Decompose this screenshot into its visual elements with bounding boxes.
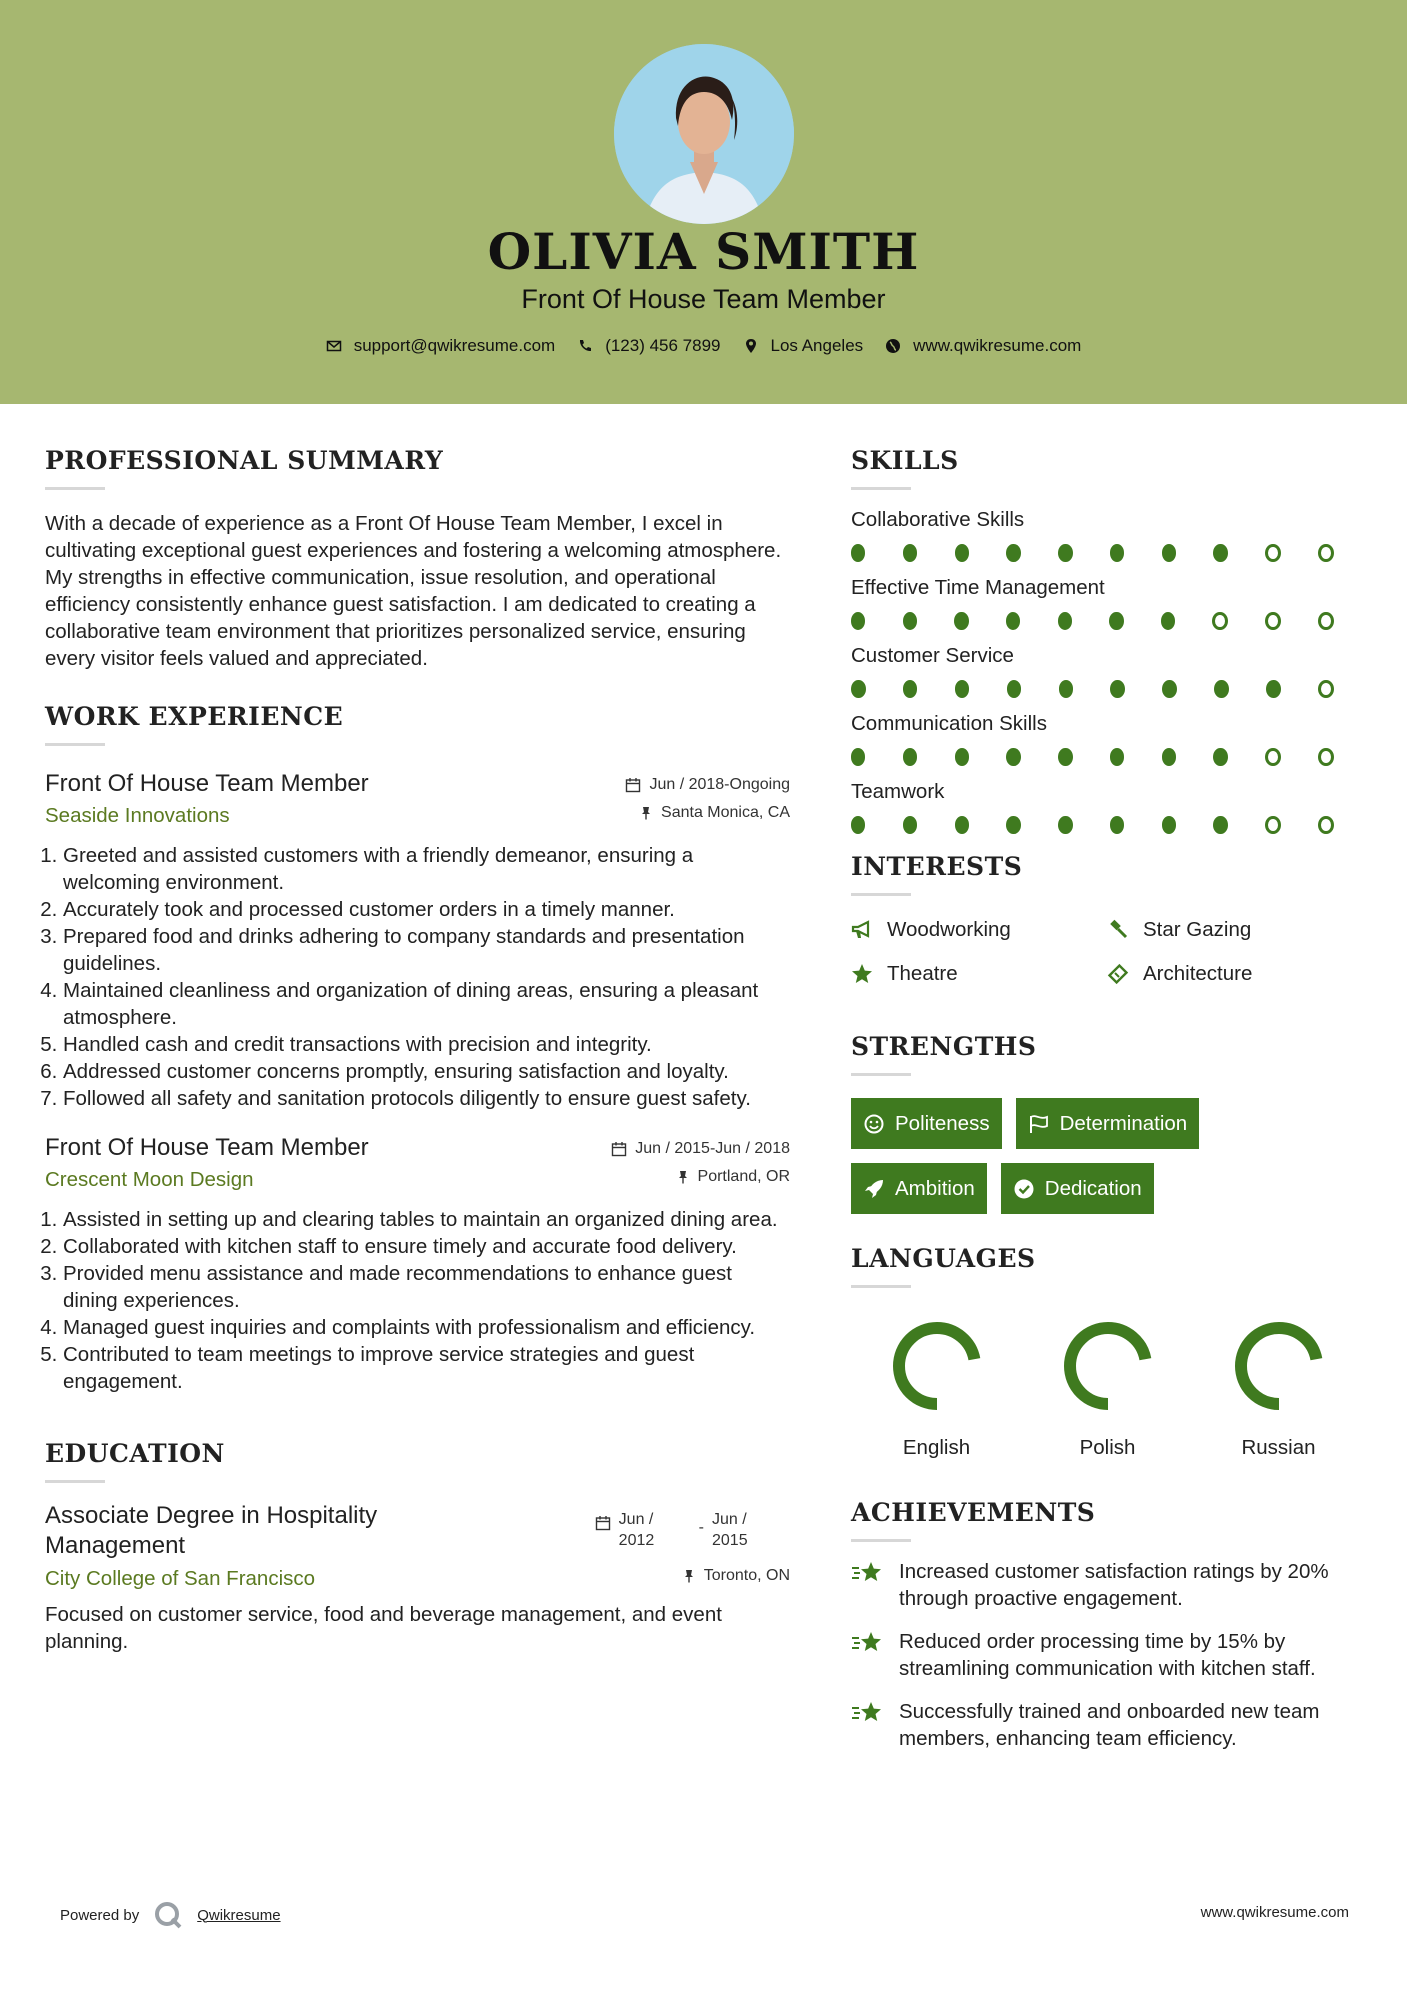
rating-dot-filled xyxy=(1007,680,1022,698)
heading-underline xyxy=(45,1480,105,1483)
rating-dot-empty xyxy=(1265,612,1281,630)
pin-icon xyxy=(676,1170,690,1184)
rating-dot-filled xyxy=(954,612,968,630)
rating-dot-filled xyxy=(1059,680,1074,698)
language-name: English xyxy=(902,1436,971,1459)
skill-item xyxy=(851,508,1371,562)
rating-dot-filled xyxy=(1162,748,1176,766)
job-entry xyxy=(45,770,790,1112)
skill-item xyxy=(851,712,1371,766)
achievements-heading: ACHIEVEMENTS xyxy=(851,1498,1096,1527)
profile-photo-illustration xyxy=(614,44,794,224)
contact-website[interactable] xyxy=(885,336,1081,356)
job-dates xyxy=(611,1140,790,1158)
summary-section xyxy=(45,446,790,672)
job-dates-text: Jun / 2015-Jun / 2018 xyxy=(635,1140,790,1157)
brand-link[interactable]: Qwikresume xyxy=(197,1906,281,1924)
skill-rating xyxy=(851,612,1371,630)
rating-dot-filled xyxy=(955,748,969,766)
languages-list xyxy=(851,1316,1371,1460)
ticket-icon xyxy=(1107,963,1129,985)
contact-location xyxy=(743,336,864,356)
resume-header xyxy=(0,0,1407,404)
calendar-icon xyxy=(611,1141,627,1157)
profile-photo xyxy=(614,44,794,224)
language-level-arc xyxy=(1241,1328,1317,1404)
rating-dot-filled xyxy=(1058,748,1072,766)
globe-icon xyxy=(885,338,901,354)
rating-dot-filled xyxy=(1006,612,1020,630)
rating-dot-filled xyxy=(955,816,969,834)
rating-dot-filled xyxy=(1058,544,1072,562)
job-dates-text: Jun / 2018-Ongoing xyxy=(649,776,790,793)
achievement-star-icon xyxy=(851,1630,885,1656)
rating-dot-filled xyxy=(955,680,970,698)
duties-list xyxy=(45,1206,790,1395)
rating-dot-empty xyxy=(1265,816,1281,834)
rating-dot-filled xyxy=(903,544,917,562)
heading-underline xyxy=(851,893,911,896)
languages-section xyxy=(851,1244,1371,1460)
skills-section xyxy=(851,446,1371,834)
achievement-item xyxy=(851,1698,1371,1752)
summary-text: With a decade of experience as a Front Of House Team Member, I excel in cultivating exceptional guest experiences and fostering a welcoming atmosphere. My strengths in effective communication, issue resolution, and operational efficiency consistently enhance guest satisfaction. I am dedicated to creating a collaborative team environment that prioritizes personalized service, ensuring every visitor feels valued and appreciated. xyxy=(45,512,782,670)
list-item: 5. Contributed to team meetings to improve service strategies and guest engagement. xyxy=(63,1341,790,1395)
list-item: 3. Prepared food and drinks adhering to company standards and presentation guidelines. xyxy=(63,923,790,977)
language-item xyxy=(851,1316,1022,1460)
skill-name: Effective Time Management xyxy=(851,576,1105,599)
achievement-star-icon xyxy=(851,1560,885,1586)
skill-item xyxy=(851,780,1371,834)
list-item: 1. Greeted and assisted customers with a friendly demeanor, ensuring a welcoming environment. xyxy=(63,842,790,896)
language-ring xyxy=(1229,1316,1329,1416)
language-ring xyxy=(887,1316,987,1416)
strength-chip xyxy=(1016,1098,1200,1149)
strengths-heading: STRENGTHS xyxy=(851,1032,1037,1061)
skill-name: Customer Service xyxy=(851,644,1014,667)
skill-rating xyxy=(851,544,1371,562)
job-dates xyxy=(625,776,790,794)
rating-dot-filled xyxy=(1110,680,1125,698)
interests-heading: INTERESTS xyxy=(851,852,1023,881)
rating-dot-empty xyxy=(1318,748,1334,766)
language-level-arc xyxy=(899,1328,975,1404)
qwikresume-logo-icon xyxy=(153,1900,183,1930)
job-location-text: Portland, OR xyxy=(697,1168,790,1185)
email-text: support@qwikresume.com xyxy=(353,336,556,355)
interest-item xyxy=(1107,918,1347,942)
rating-dot-filled xyxy=(1109,612,1123,630)
skill-item xyxy=(851,644,1371,698)
skill-rating xyxy=(851,816,1371,834)
education-dates xyxy=(595,1509,756,1551)
education-start: Jun / 2012 xyxy=(618,1511,655,1549)
skills-list xyxy=(851,508,1371,834)
strengths-section xyxy=(851,1032,1371,1214)
rating-dot-empty xyxy=(1318,816,1334,834)
rating-dot-filled xyxy=(1110,748,1124,766)
strength-chip xyxy=(851,1098,1002,1149)
job-entry xyxy=(45,1134,790,1395)
powered-by-label: Powered by xyxy=(60,1906,140,1924)
job-location xyxy=(639,804,790,822)
education-end: Jun / 2015 xyxy=(712,1511,748,1549)
list-item: 2. Accurately took and processed customer orders in a timely manner. xyxy=(63,896,790,923)
rating-dot-empty xyxy=(1265,544,1281,562)
company-name: Crescent Moon Design xyxy=(45,1168,254,1191)
rating-dot-filled xyxy=(955,544,969,562)
contact-email[interactable] xyxy=(326,336,556,356)
rating-dot-filled xyxy=(903,816,917,834)
rating-dot-filled xyxy=(903,680,918,698)
rating-dot-empty xyxy=(1318,612,1334,630)
skill-name: Communication Skills xyxy=(851,712,1047,735)
interests-grid xyxy=(851,918,1371,986)
rating-dot-filled xyxy=(1213,816,1227,834)
interest-label: Woodworking xyxy=(887,918,1011,941)
rating-dot-filled xyxy=(851,748,865,766)
pin-icon xyxy=(682,1569,696,1583)
languages-heading: LANGUAGES xyxy=(851,1244,1036,1273)
calendar-icon xyxy=(595,1515,611,1531)
job-title: Front Of House Team Member xyxy=(45,1134,369,1161)
calendar-icon xyxy=(625,777,641,793)
rating-dot-filled xyxy=(851,680,866,698)
heading-underline xyxy=(851,1073,911,1076)
strength-label: Ambition xyxy=(895,1176,975,1200)
rating-dot-filled xyxy=(903,748,917,766)
rating-dot-filled xyxy=(1266,680,1281,698)
skill-rating xyxy=(851,748,1371,766)
rating-dot-empty xyxy=(1318,544,1334,562)
rating-dot-filled xyxy=(1214,680,1229,698)
strength-chip xyxy=(1001,1163,1154,1214)
rating-dot-empty xyxy=(1212,612,1228,630)
language-level-arc xyxy=(1070,1328,1146,1404)
list-item: 6. Addressed customer concerns promptly, ensuring satisfaction and loyalty. xyxy=(63,1058,790,1085)
heading-underline xyxy=(45,487,105,490)
list-item: 5. Handled cash and credit transactions with precision and integrity. xyxy=(63,1031,790,1058)
strength-label: Dedication xyxy=(1044,1176,1142,1200)
heading-underline xyxy=(851,1539,911,1542)
heading-underline xyxy=(45,743,105,746)
check-circle-icon xyxy=(1013,1178,1035,1200)
list-item: 7. Followed all safety and sanitation protocols diligently to ensure guest safety. xyxy=(63,1085,790,1112)
interest-item xyxy=(1107,962,1347,986)
skill-name: Teamwork xyxy=(851,780,945,803)
duties-list xyxy=(45,842,790,1112)
rating-dot-filled xyxy=(1213,544,1227,562)
interest-label: Star Gazing xyxy=(1143,918,1252,941)
achievement-item xyxy=(851,1628,1371,1682)
rating-dot-filled xyxy=(851,816,865,834)
rating-dot-filled xyxy=(1058,612,1072,630)
contact-bar xyxy=(0,336,1407,356)
job-title: Front Of House Team Member xyxy=(45,770,369,797)
rating-dot-filled xyxy=(1058,816,1072,834)
experience-section xyxy=(45,702,790,1395)
list-item: 3. Provided menu assistance and made recommendations to enhance guest dining experiences. xyxy=(63,1260,790,1314)
envelope-icon xyxy=(326,338,342,354)
strength-label: Determination xyxy=(1059,1111,1188,1135)
education-location-text: Toronto, ON xyxy=(703,1567,790,1584)
achievement-star-icon xyxy=(851,1700,885,1726)
interests-section xyxy=(851,852,1371,986)
skills-heading: SKILLS xyxy=(851,446,959,475)
skill-name: Collaborative Skills xyxy=(851,508,1025,531)
interest-item xyxy=(851,962,1107,986)
education-location xyxy=(682,1567,790,1585)
strengths-list xyxy=(851,1098,1331,1214)
company-name: Seaside Innovations xyxy=(45,804,230,827)
rating-dot-filled xyxy=(1006,748,1020,766)
smile-icon xyxy=(863,1113,885,1135)
education-heading: EDUCATION xyxy=(45,1439,225,1468)
left-column xyxy=(45,446,790,1655)
candidate-title: Front Of House Team Member xyxy=(521,284,886,314)
interest-label: Architecture xyxy=(1143,962,1253,985)
achievement-item xyxy=(851,1558,1371,1612)
contact-phone[interactable] xyxy=(577,336,720,356)
language-item xyxy=(1193,1316,1364,1460)
achievements-section xyxy=(851,1498,1371,1752)
rating-dot-filled xyxy=(903,612,917,630)
website-text: www.qwikresume.com xyxy=(913,336,1082,355)
job-location xyxy=(676,1168,790,1186)
language-name: Polish xyxy=(1079,1436,1136,1459)
interest-item xyxy=(851,918,1107,942)
candidate-name: OLIVIA SMITH xyxy=(487,222,920,281)
rating-dot-filled xyxy=(1110,816,1124,834)
pin-icon xyxy=(639,806,653,820)
list-item: 1. Assisted in setting up and clearing tables to maintain an organized dining area. xyxy=(63,1206,790,1233)
rocket-icon xyxy=(863,1178,885,1200)
heading-underline xyxy=(851,487,911,490)
achievement-text: Increased customer satisfaction ratings by 20% through proactive engagement. xyxy=(899,1560,1329,1610)
rating-dot-empty xyxy=(1318,680,1334,698)
rating-dot-filled xyxy=(1006,816,1020,834)
phone-text: (123) 456 7899 xyxy=(605,336,721,355)
education-description: Focused on customer service, food and beverage management, and event planning. xyxy=(45,1603,722,1653)
rating-dot-filled xyxy=(1161,612,1175,630)
language-ring xyxy=(1058,1316,1158,1416)
language-item xyxy=(1022,1316,1193,1460)
school-name: City College of San Francisco xyxy=(45,1567,316,1590)
map-marker-icon xyxy=(743,338,759,354)
date-separator: - xyxy=(698,1519,704,1536)
strength-label: Politeness xyxy=(895,1111,990,1135)
experience-heading: WORK EXPERIENCE xyxy=(45,702,344,731)
right-column xyxy=(851,446,1371,1752)
list-item: 2. Collaborated with kitchen staff to ensure timely and accurate food delivery. xyxy=(63,1233,790,1260)
education-section xyxy=(45,1439,790,1655)
footer-powered-by xyxy=(60,1900,281,1930)
rating-dot-filled xyxy=(1006,544,1020,562)
rating-dot-empty xyxy=(1265,748,1281,766)
skill-rating xyxy=(851,680,1371,698)
job-location-text: Santa Monica, CA xyxy=(661,804,790,821)
rating-dot-filled xyxy=(1162,544,1176,562)
phone-icon xyxy=(577,338,593,354)
summary-heading: PROFESSIONAL SUMMARY xyxy=(45,446,444,475)
list-item: 4. Maintained cleanliness and organization of dining areas, ensuring a pleasant atmosphere. xyxy=(63,977,790,1031)
footer-website[interactable]: www.qwikresume.com xyxy=(1200,1904,1349,1921)
location-text: Los Angeles xyxy=(770,336,864,355)
flag-icon xyxy=(1028,1113,1050,1135)
degree-title: Associate Degree in Hospitality Management xyxy=(45,1502,378,1559)
list-item: 4. Managed guest inquiries and complaints with professionalism and efficiency. xyxy=(63,1314,790,1341)
rating-dot-filled xyxy=(851,544,865,562)
heading-underline xyxy=(851,1285,911,1288)
rating-dot-filled xyxy=(1162,816,1176,834)
language-name: Russian xyxy=(1241,1436,1316,1459)
rating-dot-filled xyxy=(851,612,865,630)
gavel-icon xyxy=(1107,919,1129,941)
interest-label: Theatre xyxy=(887,962,958,985)
star-icon xyxy=(851,963,873,985)
rating-dot-filled xyxy=(1162,680,1177,698)
strength-chip xyxy=(851,1163,987,1214)
achievement-text: Successfully trained and onboarded new team members, enhancing team efficiency. xyxy=(899,1700,1320,1750)
achievement-text: Reduced order processing time by 15% by streamlining communication with kitchen staff. xyxy=(899,1630,1316,1680)
skill-item xyxy=(851,576,1371,630)
bullhorn-icon xyxy=(851,919,873,941)
rating-dot-filled xyxy=(1213,748,1227,766)
rating-dot-filled xyxy=(1110,544,1124,562)
